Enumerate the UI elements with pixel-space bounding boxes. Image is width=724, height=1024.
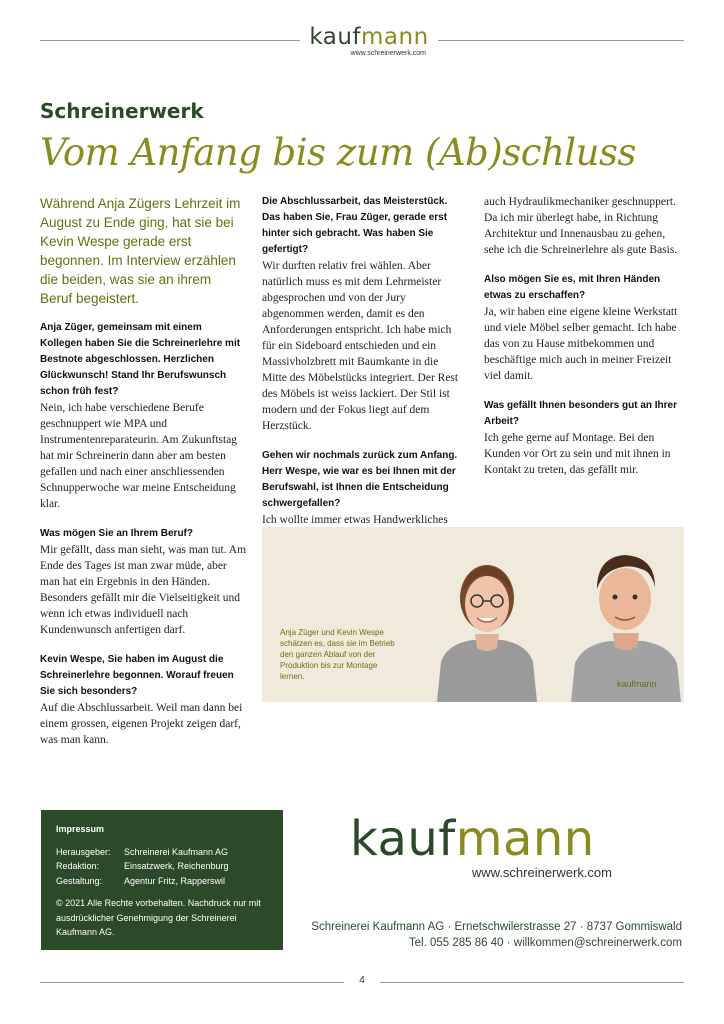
photo-caption: Anja Züger und Kevin Wespe schätzen es, dass sie im Betrieb den ganzen Ablauf von der Produktion bis zur Montage lernen.	[280, 628, 395, 681]
impressum-title: Impressum	[56, 824, 105, 834]
impressum-copyright: © 2021 Alle Rechte vorbehalten. Nachdruck nur mit ausdrücklicher Genehmigung der Schreinerei Kaufmann AG.	[56, 898, 261, 937]
interview-answer: Nein, ich habe verschiedene Berufe geschnuppert wie MPA und Instrumentenreparateurin. Am Zukunftstag hat mir Schreinerin dann aber am besten gefallen und nach einer anschliessenden Schnupperwoche war meine Entscheidung klar.	[40, 402, 238, 510]
header-logo[interactable]	[308, 26, 430, 57]
article-column-1	[40, 194, 246, 762]
interview-question: Anja Züger, gemeinsam mit einem Kollegen haben Sie die Schreinerlehre mit Bestnote abgeschlossen. Herzlichen Glückwunsch! Stand Ihr Berufswunsch schon früh fest?	[40, 322, 241, 397]
impressum-value: Schreinerei Kaufmann AG	[124, 846, 229, 857]
article-column-2	[262, 194, 464, 558]
contact-address: Schreinerei Kaufmann AG · Ernetschwilerstrasse 27 · 8737 Gommiswald	[311, 921, 682, 933]
impressum-key: Gestaltung:	[56, 875, 103, 886]
interview-question: Kevin Wespe, Sie haben im August die Schreinerlehre begonnen. Worauf freuen Sie sich besonders?	[40, 654, 234, 697]
intro-text: Während Anja Zügers Lehrzeit im August zu Ende ging, hat sie bei Kevin Wespe gerade erst begonnen. Im Interview erzählen die beiden, was sie an ihrem Beruf begeistert.	[40, 196, 241, 306]
page-number: 4	[359, 975, 365, 986]
impressum-key: Herausgeber:	[56, 846, 111, 857]
interview-answer-continued: auch Hydraulikmechaniker geschnuppert. Da ich mir überlegt habe, in Richtung Architektur und Innenausbau zu gehen, sehe ich die Schreinerlehre als gute Basis.	[484, 196, 678, 256]
impressum-key: Redaktion:	[56, 861, 100, 871]
interview-answer: Wir durften relativ frei wählen. Aber natürlich muss es mit dem Lehrmeister abgesprochen und von der Jury abgenommen werden, damit es den Anforderungen entspricht. Ich habe mich für ein Sideboard entschieden und ein Massivholzbrett mit Baumkante in die Mitte des Möbelstücks integriert. Der Rest des Möbels ist weiss lackiert. Der Stil ist modern und der Fokus liegt auf dem Herzstück.	[262, 260, 459, 432]
interview-question: Was mögen Sie an Ihrem Beruf?	[40, 528, 193, 539]
impressum-value: Agentur Fritz, Rapperswil	[124, 875, 226, 886]
contact-phone-email[interactable]: Tel. 055 285 86 40 · willkommen@schreinerwerk.com	[408, 937, 682, 949]
interview-answer: Mir gefällt, dass man sieht, was man tut. Am Ende des Tages ist man zwar müde, aber man hat ein Ergebnis in den Händen. Besonders gefällt mir die Vielseitigkeit und wenn ich etwas individuell nach Kundenwunsch anfertigen darf.	[40, 544, 247, 636]
impressum-value: Einsatzwerk, Reichenburg	[124, 861, 229, 871]
header-rule-right	[438, 40, 684, 41]
footer-logo-url[interactable]: www.schreinerwerk.com	[471, 865, 612, 880]
impressum-row	[56, 874, 268, 889]
logo-part-mann: mann	[455, 811, 595, 867]
interview-answer: Auf die Abschlussarbeit. Weil man dann bei einem grossen, eigenen Projekt zeigen darf, was man kann.	[40, 702, 243, 746]
interview-question: Also mögen Sie es, mit Ihren Händen etwas zu erschaffen?	[484, 274, 661, 301]
header-logo-url: www.schreinerwerk.com	[350, 50, 426, 57]
interview-question: Die Abschlussarbeit, das Meisterstück. Das haben Sie, Frau Züger, gerade erst hinter sich gebracht. Was haben Sie gefertigt?	[262, 196, 448, 255]
interview-answer: Ich wollte immer etwas Handwerkliches	[262, 514, 448, 526]
interview-question: Was gefällt Ihnen besonders gut an Ihrer Arbeit?	[484, 400, 677, 427]
article-column-3	[484, 194, 682, 492]
logo-part-kauf: kauf	[309, 24, 362, 50]
section-title: Schreinerwerk	[40, 99, 204, 123]
photo-apprentices	[262, 527, 684, 702]
logo-part-mann: mann	[361, 24, 429, 50]
interview-question: Gehen wir nochmals zurück zum Anfang. Herr Wespe, wie war es bei Ihnen mit der Berufswahl, ist Ihnen die Entscheidung schwergefallen?	[262, 450, 458, 509]
logo-part-kauf: kauf	[350, 811, 456, 867]
impressum-box	[41, 810, 283, 950]
header-rule-left	[40, 40, 300, 41]
footer-logo[interactable]	[350, 811, 612, 880]
interview-answer: Ich gehe gerne auf Montage. Bei den Kunden vor Ort zu sein und mit ihnen in Kontakt zu treten, das gefällt mir.	[484, 432, 671, 476]
footer-rule-right	[380, 982, 684, 983]
person-anja-illustration	[427, 542, 547, 702]
interview-answer: Ja, wir haben eine eigene kleine Werkstatt und viele Möbel selber gemacht. Ich habe das von zu Hause mitbekommen und beschäftige mich auch in meiner Freizeit viel damit.	[484, 306, 678, 382]
shirt-logo: kaufmann	[617, 679, 657, 689]
footer-rule-left	[40, 982, 344, 983]
person-kevin-illustration	[567, 537, 684, 702]
impressum-row	[56, 845, 268, 860]
page-title: Vom Anfang bis zum (Ab)schluss	[40, 131, 636, 174]
impressum-row	[56, 859, 268, 874]
